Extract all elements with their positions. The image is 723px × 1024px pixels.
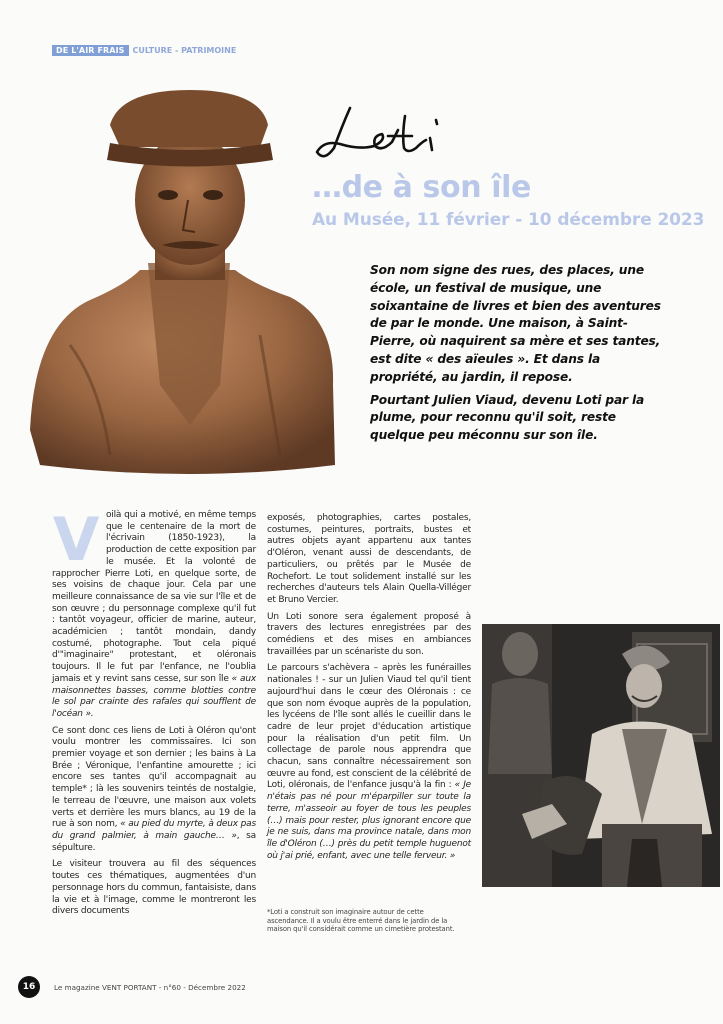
loti-costume-photograph: [482, 624, 720, 887]
intro-text: [370, 262, 670, 445]
intro-paragraph-2: Pourtant Julien Viaud, devenu Loti par la plume, pour reconnu qu'il soit, reste quelque peu méconnu sur son île.: [370, 392, 645, 443]
body-quote: « aux maisonnettes basses, comme blotties contre le sol par crainte des rafales qui soufflent de l'océan ».: [52, 673, 256, 719]
body-paragraph: [52, 726, 256, 855]
bust-sculpture-image: [30, 85, 345, 480]
body-paragraph: Un Loti sonore sera également proposé à travers des lectures enregistrées par des comédiens et des mises en ambiances travaillées par un scénariste du son.: [267, 611, 471, 657]
dropcap-letter: V: [52, 510, 100, 566]
body-column-1: [52, 510, 256, 918]
body-text: oilà qui a motivé, en même temps que le centenaire de la mort de l'écrivain (1850-1923), la production de cette exposition par le musée. Et la volonté de rapprocher Pierre Loti, en quelque sorte, de ses voisins de chaque jour. Cela par une meilleure connaissance de sa vie sur l'île et de son œuvre ; du personnage complexe qu'il fut : tantôt voyageur, officier de marine, auteur, académicien ; tantôt mondain, dandy costumé, photographe. Tout cela piqué d'"imaginaire" protestant, et oléronais toujours. Il le fut par l'enfance, ne l'oublia jamais et y revint sans cesse, sur son île: [52, 510, 256, 684]
body-paragraph: exposés, photographies, cartes postales, costumes, peintures, portraits, bustes et autres objets ayant appartenu aux tantes d'Oléron, venant aussi de descendants, de particuliers, ou prêtés par le Musée de Rochefort. Le tout solidement installé sur les recherches d'auteurs tels Alain Quella-Villéger et Bruno Vercier.: [267, 513, 471, 605]
dropcap-v: [50, 510, 102, 566]
body-text: Le parcours s'achèvera – après les funérailles nationales ! - sur un Julien Viaud tel qu'il tient aujourd'hui dans le cœur des Oléronais : ce que son nom évoque auprès de la population, les lycéens de l'île sont allés le cueillir dans le cadre de leur projet d'éducation artistique pour la réalisation d'un petit film. Un collectage de parole nous apprendra que chacun, sans connaître nécessairement son œuvre au fond, est conscient de la célébrité de Loti, oléronais, de l'enfance jusqu'à la fin :: [267, 663, 471, 791]
article-title: …de à son île: [312, 170, 531, 205]
body-text: , sa sépulture.: [52, 830, 256, 853]
section-category: CULTURE - PATRIMOINE: [132, 46, 237, 55]
section-header: [52, 44, 236, 57]
loti-signature: [312, 96, 472, 172]
section-tag: DE L'AIR FRAIS: [52, 45, 129, 56]
article-subtitle: Au Musée, 11 février - 10 décembre 2023: [312, 210, 705, 230]
magazine-credit: Le magazine VENT PORTANT - n°60 - Décembre 2022: [54, 982, 246, 992]
body-text: Ce sont donc ces liens de Loti à Oléron qu'ont voulu montrer les commissaires. Ici son premier voyage et son dernier ; les bains à La Brée ; Véronique, l'enfantine amourette ; ici encore ses tantes qu'il accompagnait au temple* ; là les souvenirs teintés de nostalgie, le terreau de l'œuvre, une maison aux volets verts et derrière les murs blancs, au 19 de la rue à son nom,: [52, 725, 256, 830]
body-quote: « au pied du myrte, à deux pas du grand palmier, à main gauche… »: [52, 819, 256, 841]
body-paragraph: Le visiteur trouvera au fil des séquences toutes ces thématiques, augmentées d'un personnage hors du commun, fantaisiste, dans la vie et à l'image, comme le montreront les divers documents: [52, 859, 256, 917]
body-quote: « Je n'étais pas né pour m'éparpiller sur toute la terre, m'asseoir au foyer de tous les peuples (…) mais pour rester, plus ignorant encore que je ne suis, dans ma province natale, dans mon île d'Oléron (…) près du petit temple huguenot où j'ai prié, enfant, avec une telle ferveur. »: [267, 780, 471, 861]
page-number: 16: [18, 976, 40, 998]
intro-paragraph-1: Son nom signe des rues, des places, une école, un festival de musique, une soixantaine de livres et bien des aventures de par le monde. Une maison, à Saint-Pierre, où naquirent sa mère et ses tantes, est dite « des aïeules ». Et dans la propriété, au jardin, il repose.: [370, 263, 661, 384]
body-column-2: [267, 513, 471, 862]
page-footer: [18, 976, 246, 998]
footnote: *Loti a construit son imaginaire autour de cette ascendance. Il a voulu être enterré dans le jardin de la maison qu'il considérait comme un cimetière protestant.: [267, 908, 455, 934]
body-paragraph: [267, 663, 471, 862]
